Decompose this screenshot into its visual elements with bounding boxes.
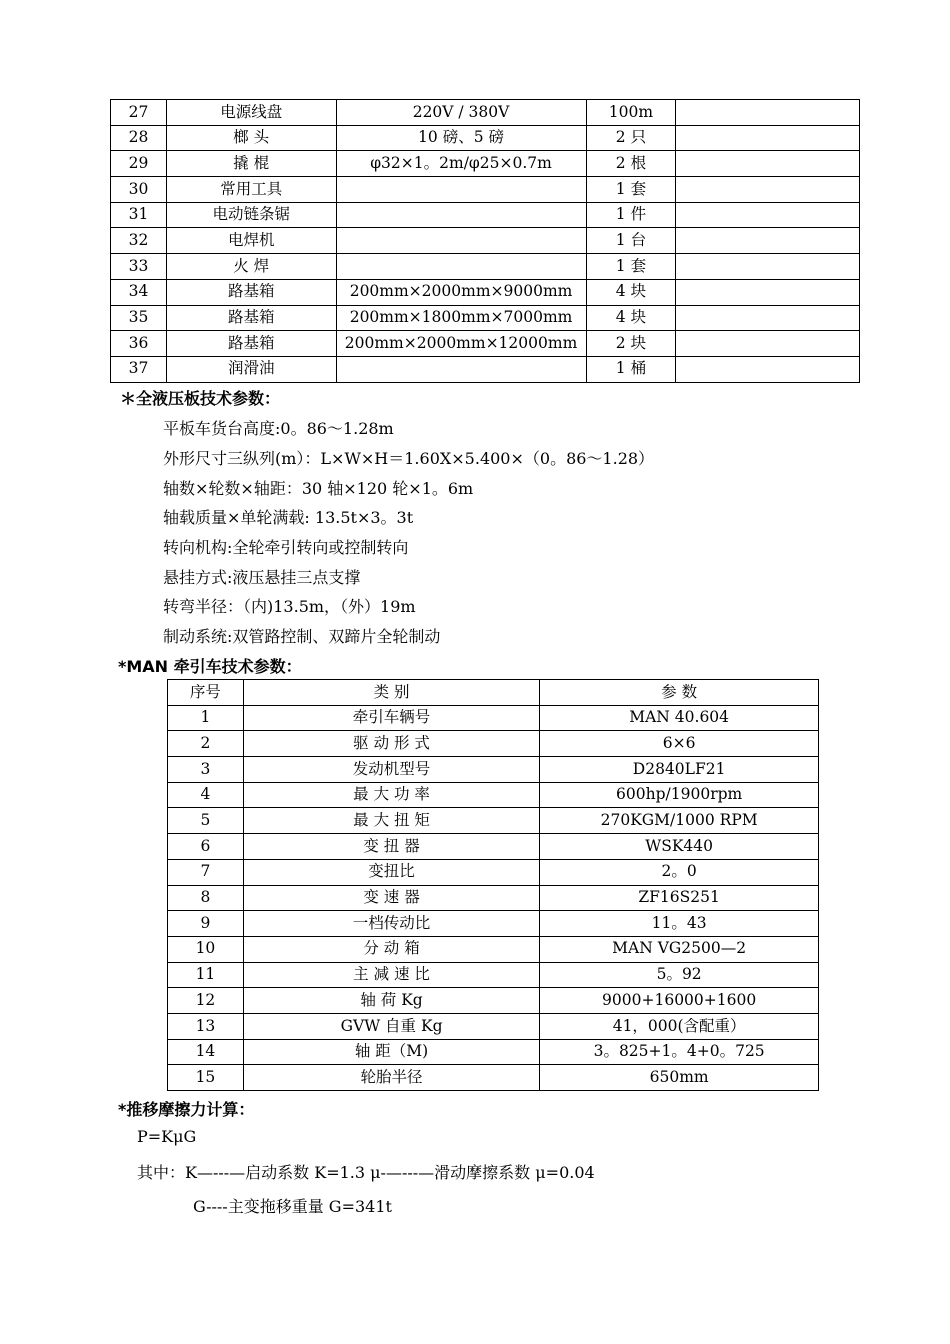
category-cell: 分 动 箱 — [243, 936, 539, 962]
item-name-cell: 电源线盘 — [166, 100, 336, 126]
table-row — [168, 808, 819, 834]
table-row — [111, 202, 860, 228]
table-row — [168, 911, 819, 937]
row-index-cell: 35 — [111, 305, 167, 331]
quantity-cell: 1 件 — [586, 202, 676, 228]
row-index-cell: 31 — [111, 202, 167, 228]
row-index-cell: 3 — [168, 757, 244, 783]
remark-cell — [676, 202, 860, 228]
table-row — [168, 885, 819, 911]
row-index-cell: 37 — [111, 356, 167, 382]
quantity-cell: 100m — [586, 100, 676, 126]
spec-cell — [336, 202, 586, 228]
parameter-cell: ZF16S251 — [540, 885, 819, 911]
remark-cell — [676, 331, 860, 357]
row-index-cell: 1 — [168, 705, 244, 731]
remark-cell — [676, 254, 860, 280]
row-index-cell: 30 — [111, 177, 167, 203]
friction-calc-heading: *推移摩擦力计算： — [118, 1100, 255, 1119]
item-name-cell: 路基箱 — [166, 331, 336, 357]
spec-cell — [336, 356, 586, 382]
table-row — [168, 1065, 819, 1091]
param-line: 平板车货台高度:0。86～1.28m — [163, 419, 394, 438]
parameter-cell: 650mm — [540, 1065, 819, 1091]
table-row — [168, 962, 819, 988]
row-index-cell: 36 — [111, 331, 167, 357]
table-row — [168, 834, 819, 860]
spec-cell — [336, 254, 586, 280]
parameter-cell: WSK440 — [540, 834, 819, 860]
quantity-cell: 2 根 — [586, 151, 676, 177]
category-cell: 一档传动比 — [243, 911, 539, 937]
spec-cell: 200mm×2000mm×12000mm — [336, 331, 586, 357]
parameter-cell: 270KGM/1000 RPM — [540, 808, 819, 834]
quantity-cell: 2 块 — [586, 331, 676, 357]
spec-cell: 220V / 380V — [336, 100, 586, 126]
category-cell: 牵引车辆号 — [243, 705, 539, 731]
header-index: 序号 — [168, 680, 244, 706]
parameter-cell: 11。43 — [540, 911, 819, 937]
row-index-cell: 9 — [168, 911, 244, 937]
table-row — [111, 279, 860, 305]
remark-cell — [676, 125, 860, 151]
table-row — [168, 988, 819, 1014]
row-index-cell: 28 — [111, 125, 167, 151]
spec-cell: φ32×1。2m/φ25×0.7m — [336, 151, 586, 177]
spec-cell: 10 磅、5 磅 — [336, 125, 586, 151]
row-index-cell: 13 — [168, 1013, 244, 1039]
row-index-cell: 8 — [168, 885, 244, 911]
quantity-cell: 1 台 — [586, 228, 676, 254]
category-cell: 最 大 扭 矩 — [243, 808, 539, 834]
man-tractor-table — [167, 679, 819, 1091]
remark-cell — [676, 151, 860, 177]
item-name-cell: 润滑油 — [166, 356, 336, 382]
row-index-cell: 12 — [168, 988, 244, 1014]
quantity-cell: 4 块 — [586, 279, 676, 305]
item-name-cell: 路基箱 — [166, 279, 336, 305]
parameter-cell: 5。92 — [540, 962, 819, 988]
row-index-cell: 4 — [168, 782, 244, 808]
table-row — [168, 1039, 819, 1065]
parameter-cell: MAN VG2500—2 — [540, 936, 819, 962]
category-cell: 轴 荷 Kg — [243, 988, 539, 1014]
table-row — [111, 305, 860, 331]
parameter-cell: 2。0 — [540, 859, 819, 885]
quantity-cell: 1 桶 — [586, 356, 676, 382]
item-name-cell: 榔 头 — [166, 125, 336, 151]
param-line: 制动系统:双管路控制、双蹄片全轮制动 — [163, 627, 441, 646]
table-row — [168, 757, 819, 783]
spec-cell — [336, 177, 586, 203]
table-row — [111, 125, 860, 151]
table-row — [168, 782, 819, 808]
man-params-heading: *MAN 牵引车技术参数： — [118, 657, 302, 676]
equipment-table — [110, 99, 860, 383]
table-row — [168, 705, 819, 731]
table-row — [111, 228, 860, 254]
parameter-cell: MAN 40.604 — [540, 705, 819, 731]
remark-cell — [676, 279, 860, 305]
table-row — [111, 100, 860, 126]
table-row — [168, 731, 819, 757]
header-parameter: 参 数 — [540, 680, 819, 706]
quantity-cell: 1 套 — [586, 177, 676, 203]
category-cell: 变 速 器 — [243, 885, 539, 911]
param-line: 悬挂方式:液压悬挂三点支撑 — [163, 568, 361, 587]
formula-where-line: 其中：K—---—启动系数 K=1.3 μ-—---—滑动摩擦系数 μ=0.04 — [137, 1163, 595, 1182]
table-header-row — [168, 680, 819, 706]
row-index-cell: 27 — [111, 100, 167, 126]
remark-cell — [676, 356, 860, 382]
item-name-cell: 电焊机 — [166, 228, 336, 254]
spec-cell: 200mm×2000mm×9000mm — [336, 279, 586, 305]
parameter-cell: 9000+16000+1600 — [540, 988, 819, 1014]
param-line: 转弯半径：（内)13.5m，（外）19m — [163, 597, 416, 616]
param-line: 轴载质量×单轮满载: 13.5t×3。3t — [163, 508, 414, 527]
table-row — [168, 936, 819, 962]
category-cell: 变扭比 — [243, 859, 539, 885]
item-name-cell: 撬 棍 — [166, 151, 336, 177]
item-name-cell: 电动链条锯 — [166, 202, 336, 228]
param-line: 外形尺寸三纵列(m）：L×W×H＝1.60X×5.400×（0。86～1.28） — [163, 449, 655, 468]
table-row — [111, 177, 860, 203]
quantity-cell: 1 套 — [586, 254, 676, 280]
category-cell: 发动机型号 — [243, 757, 539, 783]
item-name-cell: 火 焊 — [166, 254, 336, 280]
row-index-cell: 34 — [111, 279, 167, 305]
row-index-cell: 7 — [168, 859, 244, 885]
param-line: 轴数×轮数×轴距：30 轴×120 轮×1。6m — [163, 479, 474, 498]
table-row — [111, 331, 860, 357]
parameter-cell: D2840LF21 — [540, 757, 819, 783]
parameter-cell: 600hp/1900rpm — [540, 782, 819, 808]
category-cell: 主 减 速 比 — [243, 962, 539, 988]
table-row — [111, 254, 860, 280]
param-line: 转向机构:全轮牵引转向或控制转向 — [163, 538, 409, 557]
remark-cell — [676, 177, 860, 203]
item-name-cell: 路基箱 — [166, 305, 336, 331]
category-cell: 轮胎半径 — [243, 1065, 539, 1091]
spec-cell: 200mm×1800mm×7000mm — [336, 305, 586, 331]
table-row — [111, 356, 860, 382]
table-row — [111, 151, 860, 177]
quantity-cell: 2 只 — [586, 125, 676, 151]
item-name-cell: 常用工具 — [166, 177, 336, 203]
row-index-cell: 5 — [168, 808, 244, 834]
table-row — [168, 1013, 819, 1039]
remark-cell — [676, 228, 860, 254]
formula-g-line: G----主变拖移重量 G=341t — [193, 1197, 392, 1216]
row-index-cell: 15 — [168, 1065, 244, 1091]
quantity-cell: 4 块 — [586, 305, 676, 331]
category-cell: 变 扭 器 — [243, 834, 539, 860]
friction-formula: P=KμG — [137, 1127, 197, 1146]
remark-cell — [676, 100, 860, 126]
category-cell: 驱 动 形 式 — [243, 731, 539, 757]
parameter-cell: 41，000(含配重） — [540, 1013, 819, 1039]
spec-cell — [336, 228, 586, 254]
row-index-cell: 33 — [111, 254, 167, 280]
hydraulic-params-heading: ＊全液压板技术参数： — [120, 389, 281, 408]
category-cell: GVW 自重 Kg — [243, 1013, 539, 1039]
table-row — [168, 859, 819, 885]
parameter-cell: 3。825+1。4+0。725 — [540, 1039, 819, 1065]
remark-cell — [676, 305, 860, 331]
header-category: 类 别 — [243, 680, 539, 706]
category-cell: 最 大 功 率 — [243, 782, 539, 808]
row-index-cell: 2 — [168, 731, 244, 757]
row-index-cell: 11 — [168, 962, 244, 988]
row-index-cell: 6 — [168, 834, 244, 860]
category-cell: 轴 距（M) — [243, 1039, 539, 1065]
row-index-cell: 32 — [111, 228, 167, 254]
row-index-cell: 10 — [168, 936, 244, 962]
parameter-cell: 6×6 — [540, 731, 819, 757]
row-index-cell: 14 — [168, 1039, 244, 1065]
row-index-cell: 29 — [111, 151, 167, 177]
